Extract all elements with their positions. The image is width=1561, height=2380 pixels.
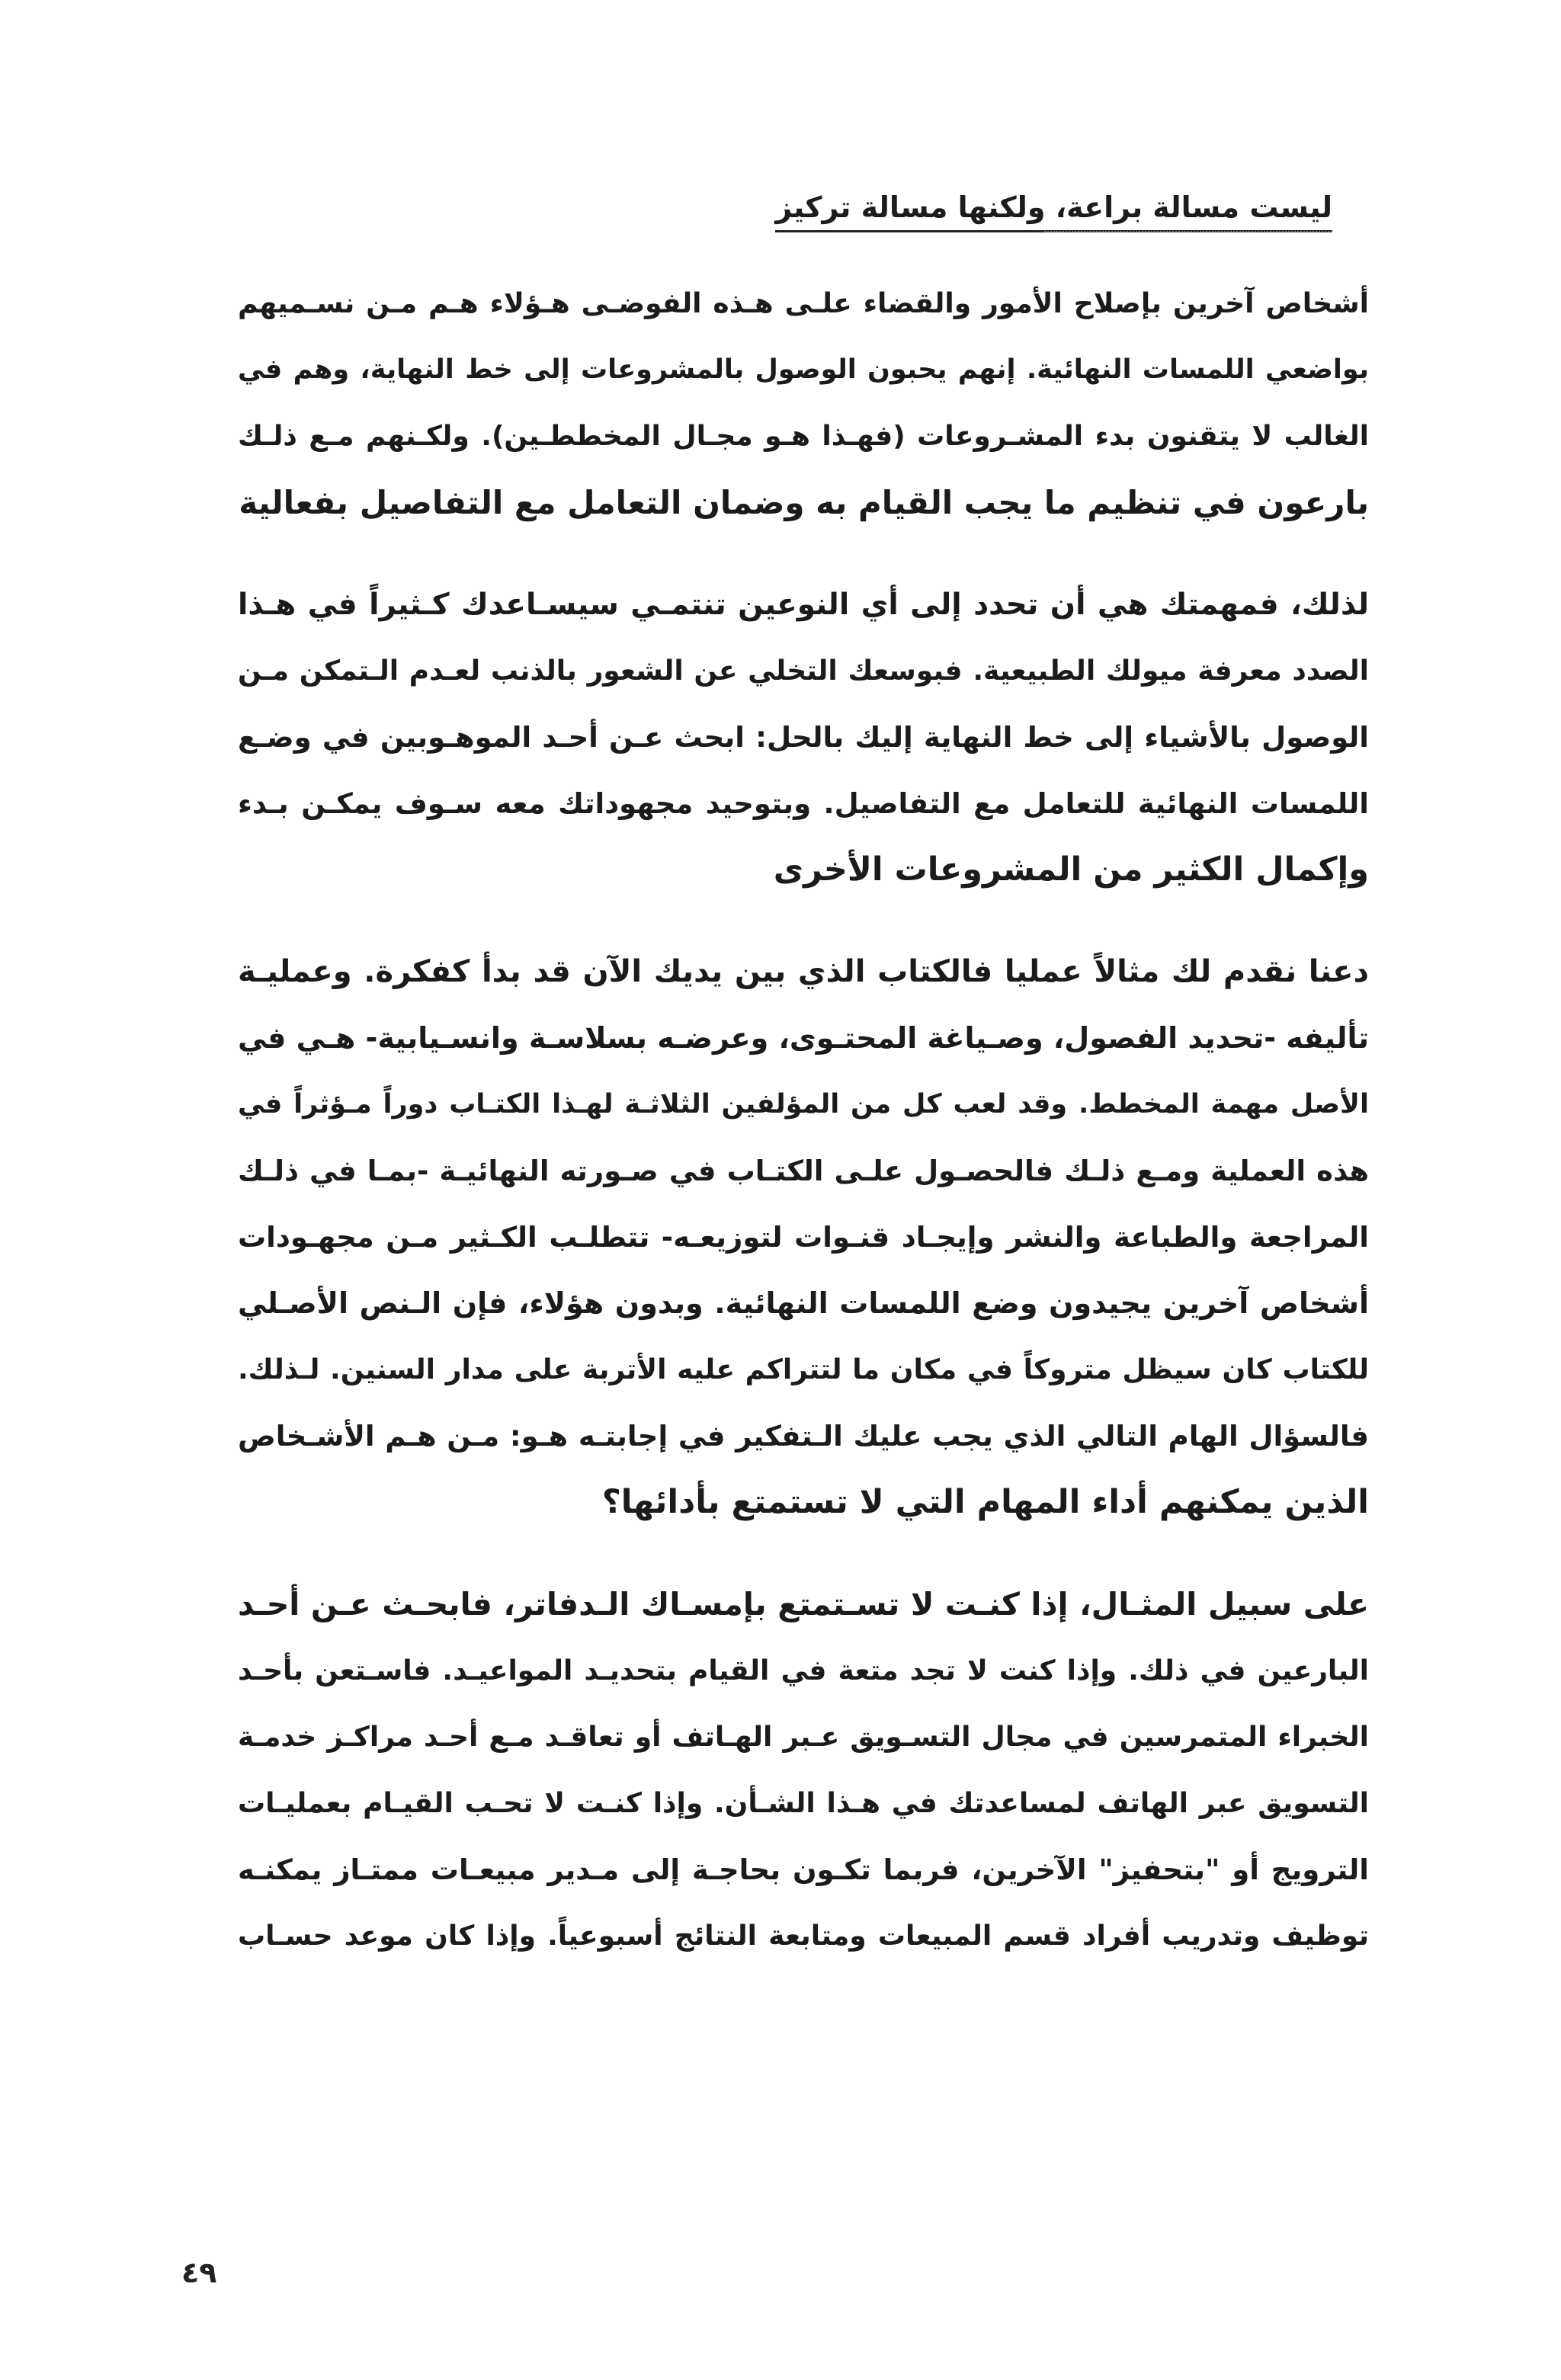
text-line: تأليفه -تحديد الفصول، وصـياغة المحتـوى، وعرضـه بسلاسـة وانسـيابية- هـي في bbox=[238, 1021, 1369, 1055]
text-line: اللمسات النهائية للتعامل مع التفاصيل. وبتوحيد مجهوداتك معه سـوف يمكـن بـدء bbox=[238, 787, 1369, 820]
text-line: للكتاب كان سيظل متروكاً في مكان ما لتتراكم عليه الأتربة على مدار السنين. لـذلك. bbox=[238, 1354, 1369, 1385]
paragraph-2 bbox=[238, 572, 1369, 903]
text-line: على سبيل المثـال، إذا كنـت لا تسـتمتع بإمسـاك الـدفاتر، فابحـث عـن أحـد bbox=[238, 1586, 1369, 1622]
text-line: هذه العملية ومـع ذلـك فالحصـول علـى الكتـاب في صـورته النهائيـة -بمـا في ذلـك bbox=[238, 1155, 1369, 1187]
text-line: توظيف وتدريب أفراد قسم المبيعات ومتابعة النتائج أسبوعياً. وإذا كان موعد حسـاب bbox=[238, 1920, 1369, 1952]
text-line: الذين يمكنهم أداء المهام التي لا تستمتع بأدائها؟ bbox=[601, 1483, 1369, 1521]
chapter-title: ليست مسالة براعة، ولكنها مسالة تركيز bbox=[775, 191, 1332, 232]
text-line: فالسؤال الهام التالي الذي يجب عليك الـتفكير في إجابتـه هـو: مـن هـم الأشـخاص bbox=[238, 1420, 1369, 1453]
text-line: الغالب لا يتقنون بدء المشـروعات (فهـذا هـو مجـال المخططـين). ولكـنهم مـع ذلـك bbox=[238, 421, 1369, 452]
text-line: أشخاص آخرين بإصلاح الأمور والقضاء علـى هـذه الفوضـى هـؤلاء هـم مـن نسـميهم bbox=[238, 288, 1369, 319]
text-line: المراجعة والطباعة والنشر وإيجـاد قنـوات لتوزيعـه- تتطلـب الكـثير مـن مجهـودات bbox=[238, 1221, 1369, 1254]
text-line: لذلك، فمهمتك هي أن تحدد إلى أي النوعين تنتمـي سيسـاعدك كـثيراً في هـذا bbox=[238, 588, 1369, 622]
text-line: بواضعي اللمسات النهائية. إنهم يحبون الوصول بالمشروعات إلى خط النهاية، وهم في bbox=[238, 354, 1369, 385]
body-text bbox=[238, 271, 1369, 2005]
text-line: التسويق عبر الهاتف لمساعدتك في هـذا الشـأن. وإذا كنـت لا تحـب القيـام بعمليـات bbox=[238, 1788, 1369, 1819]
text-line: الأصل مهمة المخطط. وقد لعب كل من المؤلفين الثلاثـة لهـذا الكتـاب دوراً مـؤثراً في bbox=[238, 1089, 1369, 1120]
running-header bbox=[229, 191, 1332, 232]
text-line: أشخاص آخرين يجيدون وضع اللمسات النهائية. وبدون هؤلاء، فإن الـنص الأصـلي bbox=[238, 1286, 1369, 1320]
text-line: دعنا نقدم لك مثالاً عمليا فالكتاب الذي بين يديك الآن قد بدأ كفكرة. وعمليـة bbox=[238, 954, 1369, 989]
paragraph-1 bbox=[238, 271, 1369, 536]
text-line: الصدد معرفة ميولك الطبيعية. فبوسعك التخلي عن الشعور بالذنب لعـدم الـتمكن مـن bbox=[238, 655, 1369, 687]
text-line: وإكمال الكثير من المشروعات الأخرى bbox=[773, 850, 1369, 889]
text-line: بارعون في تنظيم ما يجب القيام به وضمان التعامل مع التفاصيل بفعالية bbox=[239, 484, 1369, 521]
header-rule bbox=[1044, 231, 1332, 232]
paragraph-4 bbox=[238, 1571, 1369, 1969]
paragraph-3 bbox=[238, 939, 1369, 1536]
text-line: الخبراء المتمرسين في مجال التسـويق عـبر الهـاتف أو تعاقـد مـع أحـد مراكـز خدمـة bbox=[238, 1722, 1369, 1753]
page-number: ٤٩ bbox=[181, 2256, 217, 2289]
text-line: الوصول بالأشياء إلى خط النهاية إليك بالحل: ابحث عـن أحـد الموهـوبين في وضـع bbox=[238, 721, 1369, 754]
text-line: الترويج أو "بتحفيز" الآخرين، فربما تكـون بحاجـة إلى مـدير مبيعـات ممتـاز يمكنـه bbox=[238, 1853, 1369, 1886]
text-line: البارعين في ذلك. وإذا كنت لا تجد متعة في القيام بتحديـد المواعيـد. فاسـتعن بأحـد bbox=[238, 1655, 1369, 1687]
